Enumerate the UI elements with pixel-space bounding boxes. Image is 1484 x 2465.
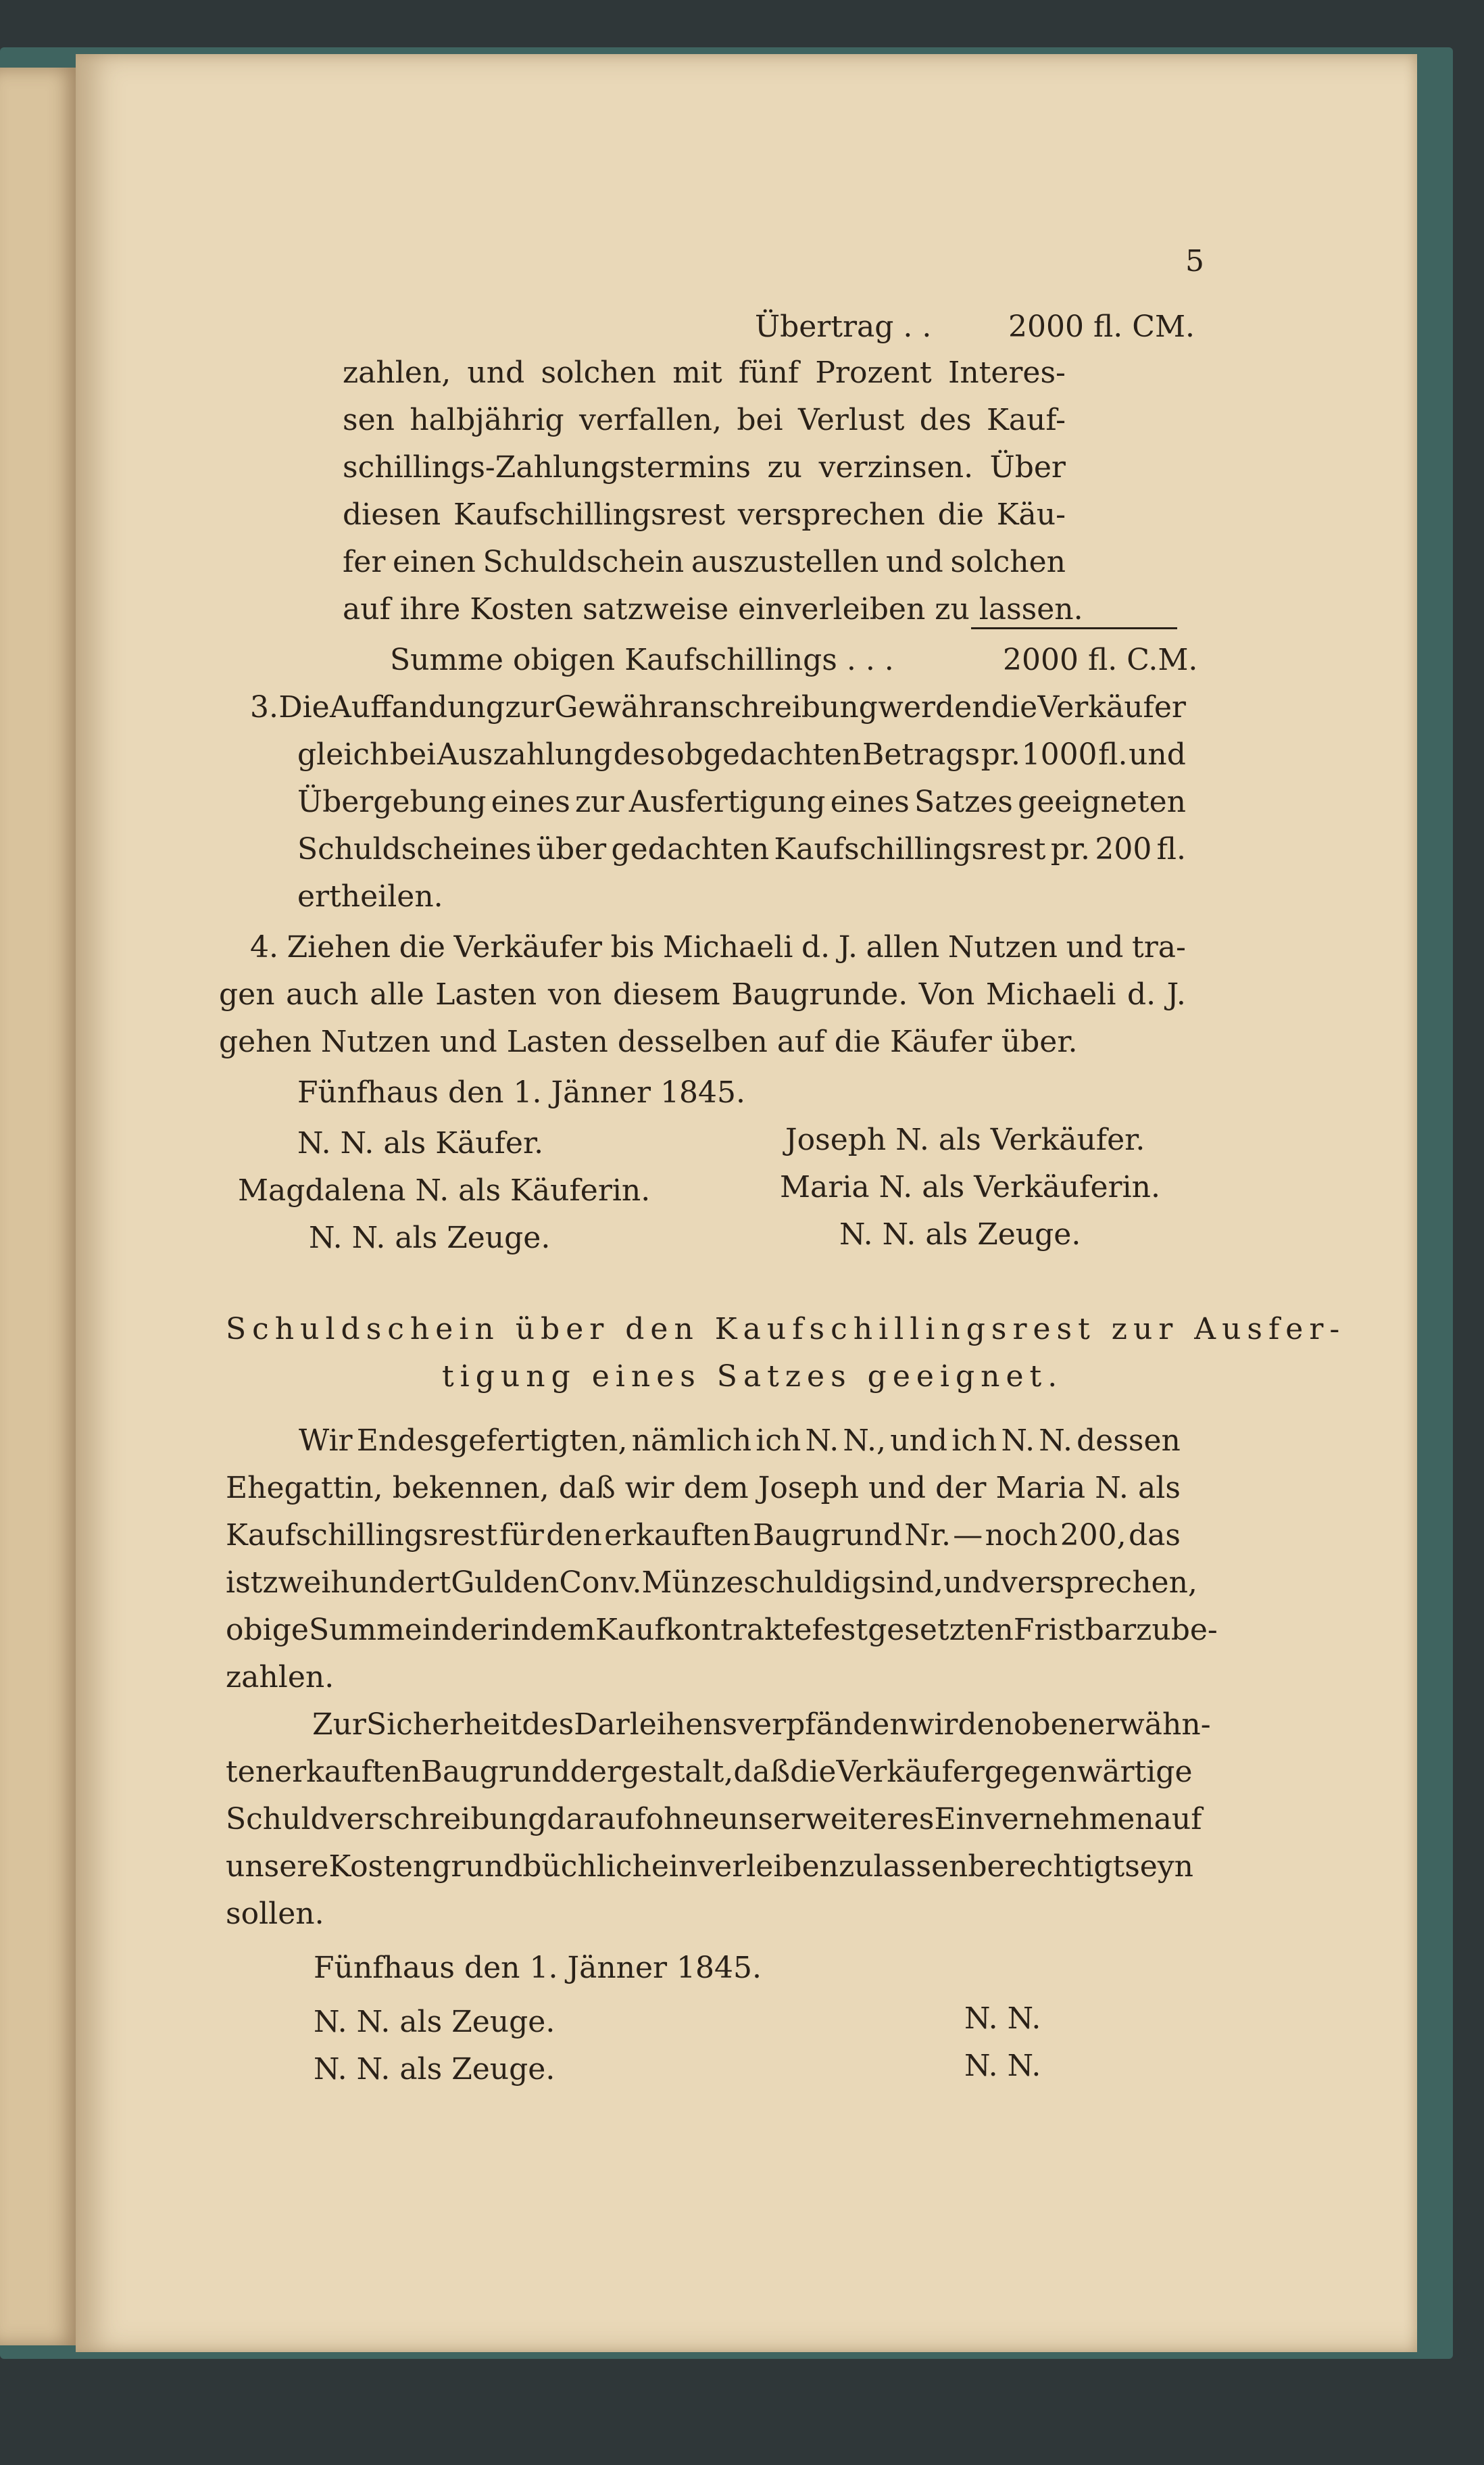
text-line: zahlen.	[226, 1660, 335, 1694]
text-line: 3. Die Auffandung zur Gewähranschreibung werden die Verkäufer	[250, 690, 1186, 725]
text-line: diesen Kaufschillingsrest versprechen die Käu-	[343, 497, 1066, 532]
text-line: Schuldverschreibung darauf ohne unser weiteres Einvernehmen auf	[226, 1802, 1202, 1836]
signature-line: Joseph N. als Verkäufer.	[785, 1123, 1145, 1157]
text-line: ist zweihundert Gulden Conv. Münze schuldig sind, und versprechen,	[226, 1565, 1197, 1600]
place-date: Fünfhaus den 1. Jänner 1845.	[314, 1951, 762, 1985]
text-line: ertheilen.	[297, 879, 443, 914]
text-line: Ehegattin, bekennen, daß wir dem Joseph und der Maria N. als	[226, 1471, 1181, 1505]
text-line: unsere Kosten grundbüchlich einverleiben zu lassen berechtigt seyn	[226, 1849, 1194, 1884]
signature-line: N. N. als Zeuge.	[314, 2005, 555, 2039]
uebertrag-label: Übertrag . .	[755, 310, 932, 344]
signature-line: Magdalena N. als Käuferin.	[238, 1173, 651, 1208]
signature-line: Maria N. als Verkäuferin.	[780, 1170, 1160, 1204]
book-page	[76, 54, 1417, 2352]
text-line: zahlen, und solchen mit fünf Prozent Interes-	[343, 356, 1066, 390]
signature-line: N. N. als Zeuge.	[839, 1217, 1081, 1252]
text-line: sen halbjährig verfallen, bei Verlust des Kauf-	[343, 403, 1066, 437]
text-line: gehen Nutzen und Lasten desselben auf die Käufer über.	[219, 1025, 1078, 1059]
signature-line: N. N. als Käufer.	[297, 1126, 544, 1161]
text-line: gen auch alle Lasten von diesem Baugrunde. Von Michaeli d. J.	[219, 977, 1186, 1012]
text-line: schillings-Zahlungstermins zu verzinsen. Über	[343, 450, 1066, 485]
text-line: 4. Ziehen die Verkäufer bis Michaeli d. J. allen Nutzen und tra-	[250, 930, 1186, 965]
signature-line: N. N.	[964, 2001, 1041, 2036]
text-line: Wir Endesgefertigten, nämlich ich N. N., und ich N. N. dessen	[299, 1423, 1181, 1458]
text-line: ten erkauften Baugrund dergestalt, daß die Verkäufer gegenwärtige	[226, 1755, 1193, 1789]
page-number: 5	[1185, 244, 1204, 278]
text-line: Zur Sicherheit des Darleihens verpfänden wir den oben erwähn-	[312, 1707, 1211, 1742]
signature-line: N. N.	[964, 2049, 1041, 2083]
place-date: Fünfhaus den 1. Jänner 1845.	[297, 1075, 746, 1110]
text-line: sollen.	[226, 1897, 324, 1931]
text-line: auf ihre Kosten satzweise einverleiben zu lassen.	[343, 592, 1083, 627]
text-line: obige Summe in der in dem Kaufkontrakte festgesetzten Frist bar zu be-	[226, 1613, 1218, 1647]
signature-line: N. N. als Zeuge.	[309, 1221, 551, 1255]
text-line: gleich bei Auszahlung des obgedachten Betrags pr. 1000 fl. und	[297, 737, 1186, 772]
facing-page-edge	[0, 68, 80, 2345]
text-line: fer einen Schuldschein auszustellen und solchen	[343, 545, 1066, 579]
text-line: Schuldscheines über gedachten Kaufschillingsrest pr. 200 fl.	[297, 832, 1186, 867]
text-line: Übergebung eines zur Ausfertigung eines Satzes geeigneten	[297, 785, 1186, 819]
section-heading: tigung eines Satzes geeignet.	[442, 1359, 1064, 1394]
sum-rule	[971, 627, 1177, 629]
text-line: Kaufschillingsrest für den erkauften Baugrund Nr. — noch 200, das	[226, 1518, 1181, 1553]
summe-label: Summe obigen Kaufschillings . . .	[390, 643, 894, 677]
section-heading: Schuldschein über den Kaufschillingsrest zur Ausfer-	[226, 1312, 1346, 1346]
signature-line: N. N. als Zeuge.	[314, 2052, 555, 2086]
uebertrag-value: 2000 fl. CM.	[1008, 310, 1195, 344]
summe-value: 2000 fl. C.M.	[1003, 643, 1198, 677]
